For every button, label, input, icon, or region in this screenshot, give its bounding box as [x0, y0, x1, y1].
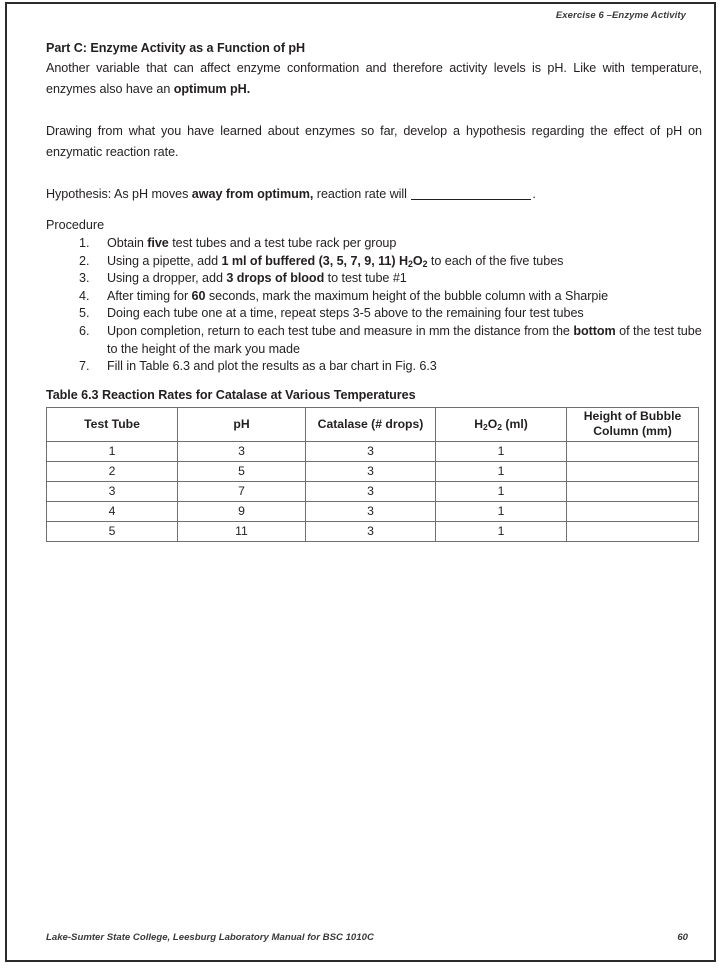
- table-cell-h2o2: 1: [436, 441, 567, 461]
- hypothesis-period: .: [532, 187, 536, 201]
- table-cell-height[interactable]: [567, 461, 699, 481]
- table-cell-h2o2: 1: [436, 461, 567, 481]
- procedure-step: [46, 305, 702, 323]
- hypothesis-prompt-paragraph: Drawing from what you have learned about enzymes so far, develop a hypothesis regarding the effect of pH on enzymatic reaction rate.: [46, 124, 702, 159]
- procedure-step-plain: Doing each tube one at a time, repeat steps 3-5 above to the remaining four test tubes: [107, 306, 584, 321]
- table-cell-catalase: 3: [306, 441, 436, 461]
- procedure-step-bold: five: [147, 236, 169, 250]
- table-cell-ph: 5: [178, 461, 306, 481]
- hypothesis-tail: reaction rate will: [313, 187, 411, 201]
- procedure-step-number: 7.: [79, 359, 90, 374]
- table-cell-test-tube: 2: [47, 461, 178, 481]
- table-column-header: pH: [178, 407, 306, 441]
- table-cell-ph: 11: [178, 521, 306, 541]
- table-column-header: Height of Bubble Column (mm): [567, 407, 699, 441]
- procedure-step-plain: Obtain: [107, 236, 148, 250]
- procedure-step-plain: to each of the five tubes: [427, 253, 564, 268]
- table-column-header: Test Tube: [47, 407, 178, 441]
- table-cell-test-tube: 3: [47, 481, 178, 501]
- paragraph-spacer: [46, 100, 702, 121]
- table-cell-height[interactable]: [567, 501, 699, 521]
- procedure-step-text: [107, 359, 437, 373]
- table-cell-height[interactable]: [567, 441, 699, 461]
- footer-source-text: Lake-Sumter State College, Leesburg Laboratory Manual for BSC 1010C: [46, 932, 374, 943]
- procedure-step-text: [107, 306, 584, 320]
- table-cell-catalase: 3: [306, 481, 436, 501]
- table-cell-ph: 3: [178, 441, 306, 461]
- intro-paragraph-text: Another variable that can affect enzyme conformation and therefore activity levels is pH. Like with temperature, enzymes also have an: [46, 61, 702, 96]
- hypothesis-label: Hypothesis: As pH moves: [46, 187, 192, 201]
- table-cell-h2o2: 1: [436, 501, 567, 521]
- procedure-step-plain: to test tube #1: [324, 271, 407, 286]
- procedure-step-text: [107, 289, 608, 303]
- procedure-step-plain: Fill in Table 6.3 and plot the results as a bar chart in Fig. 6.3: [107, 359, 437, 374]
- procedure-step: [46, 253, 702, 271]
- document-content: [46, 40, 702, 542]
- reaction-rates-table: [46, 407, 699, 542]
- intro-paragraph-bold: optimum pH.: [173, 82, 251, 96]
- procedure-step: [46, 323, 702, 358]
- running-head: Exercise 6 –Enzyme Activity: [555, 10, 686, 21]
- procedure-step-text: [107, 324, 702, 356]
- table-cell-catalase: 3: [306, 501, 436, 521]
- procedure-step-plain: test tubes and a test tube rack per group: [168, 236, 397, 250]
- table-cell-h2o2: 1: [436, 481, 567, 501]
- table-row: [47, 521, 699, 541]
- paragraph-spacer: [46, 163, 702, 184]
- table-body: [47, 441, 699, 541]
- document-page: [5, 2, 716, 962]
- procedure-step-bold: 60: [191, 288, 206, 303]
- table-cell-catalase: 3: [306, 521, 436, 541]
- table-cell-height[interactable]: [567, 481, 699, 501]
- procedure-step-bold: bottom: [573, 323, 616, 338]
- procedure-step-plain: Upon completion, return to each test tube and measure in mm the distance from the: [107, 323, 574, 338]
- paragraph-spacer: [46, 376, 702, 387]
- procedure-step: [46, 270, 702, 288]
- table-cell-catalase: 3: [306, 461, 436, 481]
- table-caption: Table 6.3 Reaction Rates for Catalase at Various Temperatures: [46, 387, 416, 402]
- procedure-step-number: 1.: [79, 236, 90, 250]
- procedure-title: Procedure: [46, 218, 105, 232]
- paragraph-spacer: [46, 205, 702, 216]
- procedure-step-text: [107, 271, 407, 285]
- table-cell-ph: 9: [178, 501, 306, 521]
- procedure-step-number: 2.: [79, 253, 90, 268]
- table-cell-height[interactable]: [567, 521, 699, 541]
- table-row: [47, 501, 699, 521]
- procedure-step-plain: Using a pipette, add: [107, 253, 222, 268]
- procedure-step-plain: Using a dropper, add: [107, 271, 227, 286]
- table-cell-test-tube: 5: [47, 521, 178, 541]
- intro-paragraph: [46, 58, 702, 100]
- table-cell-test-tube: 4: [47, 501, 178, 521]
- footer-page-number: 60: [677, 932, 688, 943]
- hypothesis-bold: away from optimum,: [191, 187, 314, 201]
- table-row: [47, 481, 699, 501]
- table-column-header: Catalase (# drops): [306, 407, 436, 441]
- procedure-step-plain: seconds, mark the maximum height of the bubble column with a Sharpie: [205, 288, 609, 303]
- procedure-step-number: 4.: [79, 288, 90, 303]
- procedure-step-number: 6.: [79, 323, 90, 338]
- procedure-list: [46, 235, 702, 376]
- procedure-step: [46, 235, 702, 253]
- procedure-step-bold: 3 drops of blood: [226, 271, 325, 286]
- table-cell-ph: 7: [178, 481, 306, 501]
- table-cell-test-tube: 1: [47, 441, 178, 461]
- procedure-step-plain: of the test tube to the height of the mark you made: [107, 323, 702, 356]
- procedure-step-number: 5.: [79, 306, 90, 321]
- procedure-step-text: [107, 254, 563, 268]
- table-header-row: [47, 407, 699, 441]
- procedure-step-text: [107, 236, 396, 250]
- table-cell-h2o2: 1: [436, 521, 567, 541]
- hypothesis-line: [46, 184, 702, 205]
- table-row: [47, 441, 699, 461]
- procedure-step-bold: 1 ml of buffered (3, 5, 7, 9, 11) $H_2O_2$: [221, 253, 428, 269]
- hypothesis-blank-field[interactable]: [411, 199, 531, 200]
- page-footer: [46, 932, 688, 946]
- table-column-header: $H_2O_2$ (ml): [436, 407, 567, 441]
- page-title: Part C: Enzyme Activity as a Function of pH: [46, 41, 306, 55]
- procedure-step: [46, 288, 702, 306]
- procedure-step: [46, 358, 702, 376]
- table-row: [47, 461, 699, 481]
- procedure-step-number: 3.: [79, 271, 90, 286]
- procedure-step-plain: After timing for: [107, 288, 192, 303]
